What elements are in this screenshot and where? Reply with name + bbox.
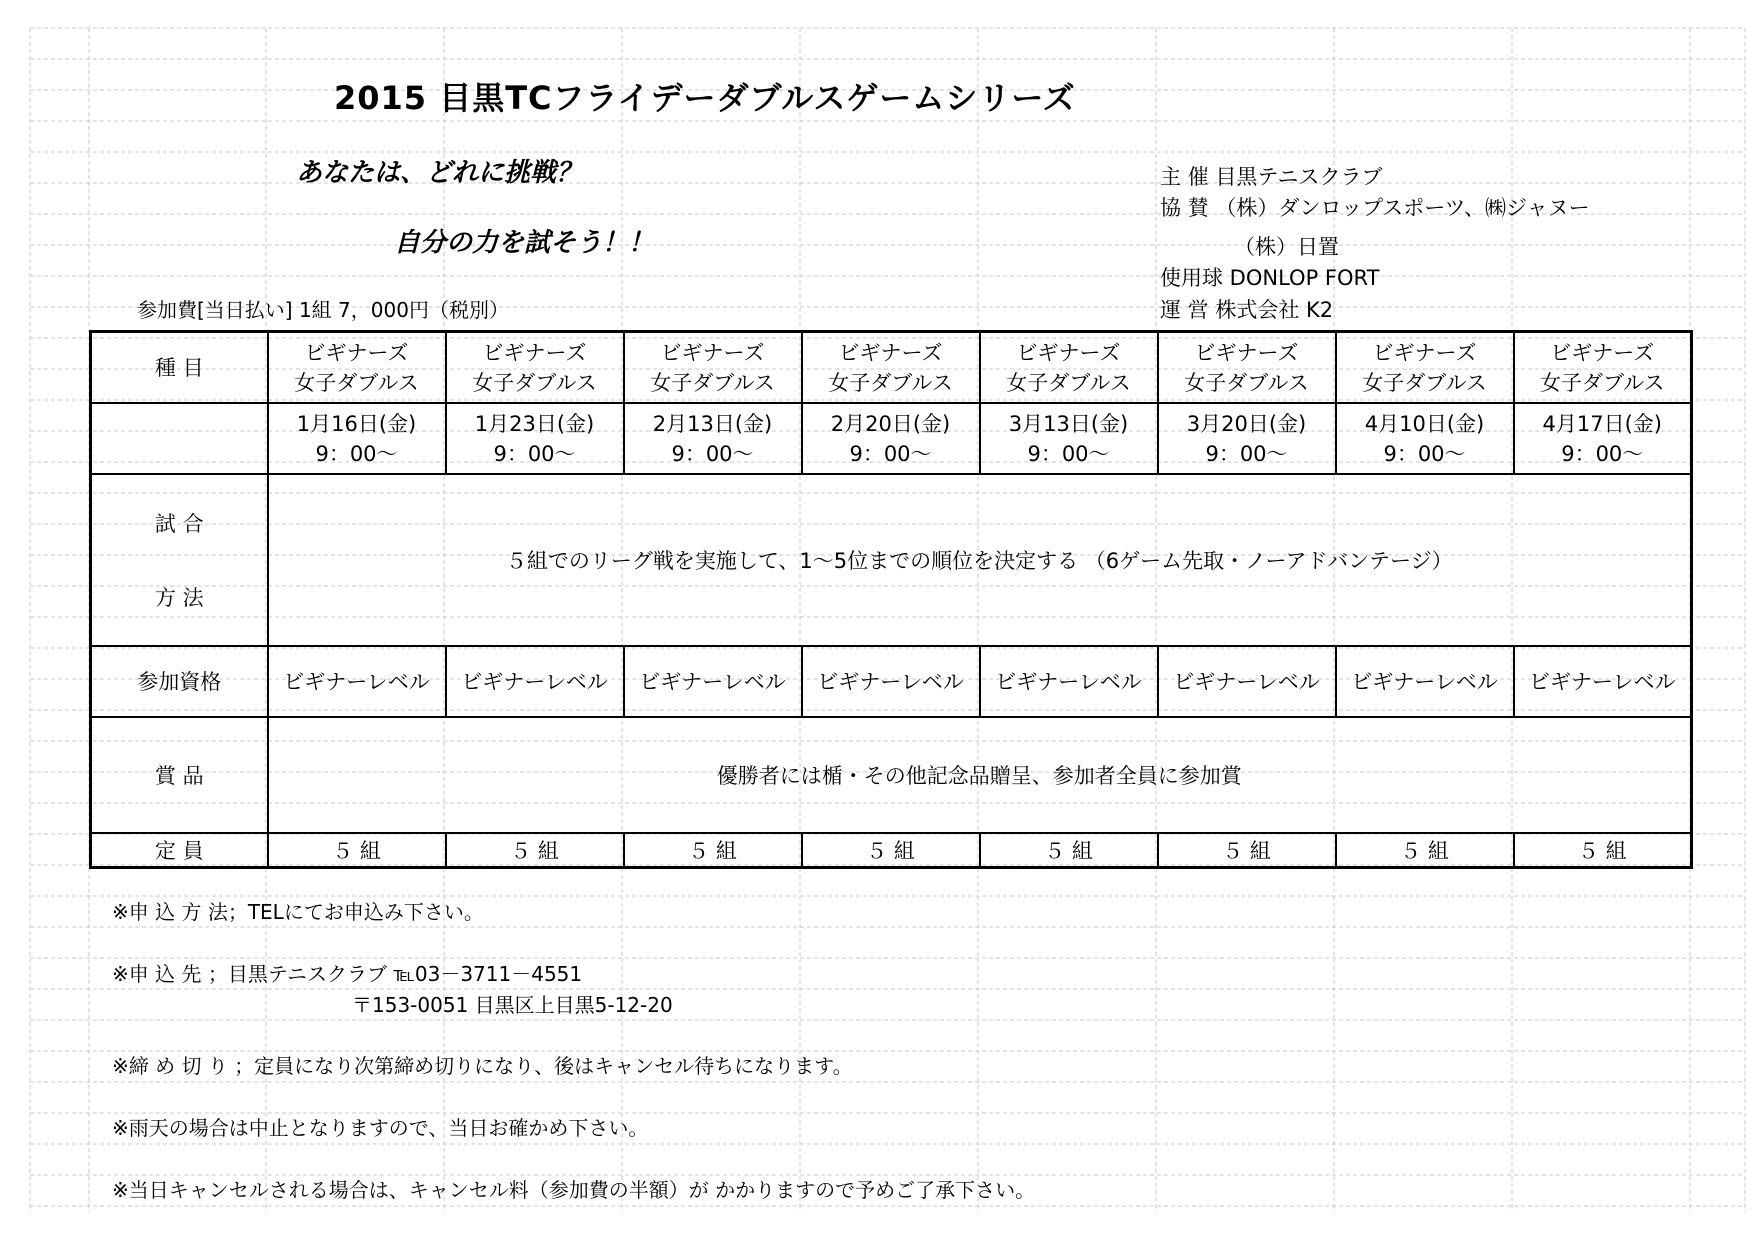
qualification-cell: ビギナーレベル: [1514, 646, 1692, 717]
date-cell: 4月10日(金) 9：00～: [1336, 403, 1514, 474]
note-deadline: ※締 め 切 り ；定員になり次第締め切りになり、後はキャンセル待ちになります。: [112, 1054, 853, 1078]
event-cell: ビギナーズ 女子ダブルス: [1158, 332, 1336, 403]
entry-fee: 参加費[当日払い] 1組 7，000円（税別）: [137, 298, 509, 322]
date-cell: 1月23日(金) 9：00～: [446, 403, 624, 474]
method-label: 試 合 方 法: [91, 474, 268, 646]
note-application-method: ※申 込 方 法；TELにてお申込み下さい。: [112, 900, 484, 924]
schedule-table: [89, 330, 1693, 869]
date-cell: 3月13日(金) 9：00～: [980, 403, 1158, 474]
qualification-cell: ビギナーレベル: [446, 646, 624, 717]
capacity-cell: ５ 組: [446, 833, 624, 868]
page-title: 2015 目黒TCフライデーダブルスゲームシリーズ: [334, 79, 1076, 117]
organizer-host: 主 催 目黒テニスクラブ: [1160, 165, 1383, 189]
capacity-label: 定 員: [91, 833, 268, 868]
date-cell: 2月20日(金) 9：00～: [802, 403, 980, 474]
organizer-sponsor-line1: 協 賛 （株）ダンロップスポーツ、㈱ジャヌー: [1160, 196, 1590, 220]
tagline-test-yourself: 自分の力を試そう！！: [394, 228, 655, 258]
event-cell: ビギナーズ 女子ダブルス: [446, 332, 624, 403]
event-cell: ビギナーズ 女子ダブルス: [1514, 332, 1692, 403]
note-rain: ※雨天の場合は中止となりますので、当日お確かめ下さい。: [112, 1116, 649, 1140]
prize-row: [91, 717, 1692, 833]
capacity-row: [91, 833, 1692, 868]
capacity-cell: ５ 組: [1514, 833, 1692, 868]
date-cell: 1月16日(金) 9：00～: [268, 403, 446, 474]
qualification-label: 参加資格: [91, 646, 268, 717]
date-cell: 4月17日(金) 9：00～: [1514, 403, 1692, 474]
date-cell: 3月20日(金) 9：00～: [1158, 403, 1336, 474]
prize-label: 賞 品: [91, 717, 268, 833]
event-cell: ビギナーズ 女子ダブルス: [268, 332, 446, 403]
qualification-cell: ビギナーレベル: [1336, 646, 1514, 717]
prize-text: 優勝者には楯・その他記念品贈呈、参加者全員に参加賞: [268, 717, 1692, 833]
date-label-empty: [91, 403, 268, 474]
note-address: 〒153-0051 目黒区上目黒5-12-20: [352, 993, 673, 1017]
capacity-cell: ５ 組: [624, 833, 802, 868]
capacity-cell: ５ 組: [1158, 833, 1336, 868]
capacity-cell: ５ 組: [802, 833, 980, 868]
qualification-cell: ビギナーレベル: [268, 646, 446, 717]
capacity-cell: ５ 組: [980, 833, 1158, 868]
organizer-operator: 運 営 株式会社 K2: [1160, 298, 1334, 322]
note-application-to: ※申 込 先 ；目黒テニスクラブ ℡03－3711－4551: [112, 962, 583, 986]
capacity-cell: ５ 組: [1336, 833, 1514, 868]
tagline-challenge: あなたは、どれに挑戦？: [296, 158, 583, 188]
method-row: [91, 474, 1692, 646]
event-cell: ビギナーズ 女子ダブルス: [1336, 332, 1514, 403]
organizer-ball: 使用球 DONLOP FORT: [1160, 266, 1380, 290]
method-text: ５組でのリーグ戦を実施して、1～5位までの順位を決定する （6ゲーム先取・ノーアドバンテージ）: [268, 474, 1692, 646]
qualification-row: [91, 646, 1692, 717]
qualification-cell: ビギナーレベル: [624, 646, 802, 717]
note-cancel: ※当日キャンセルされる場合は、キャンセル料（参加費の半額）が かかりますので予めご了承下さい。: [112, 1178, 1036, 1202]
qualification-cell: ビギナーレベル: [1158, 646, 1336, 717]
date-cell: 2月13日(金) 9：00～: [624, 403, 802, 474]
organizer-sponsor-line2: （株）日置: [1234, 235, 1339, 259]
event-label: 種 目: [91, 332, 268, 403]
event-cell: ビギナーズ 女子ダブルス: [802, 332, 980, 403]
event-row: [91, 332, 1692, 403]
capacity-cell: ５ 組: [268, 833, 446, 868]
qualification-cell: ビギナーレベル: [980, 646, 1158, 717]
event-cell: ビギナーズ 女子ダブルス: [624, 332, 802, 403]
qualification-cell: ビギナーレベル: [802, 646, 980, 717]
event-cell: ビギナーズ 女子ダブルス: [980, 332, 1158, 403]
date-row: [91, 403, 1692, 474]
